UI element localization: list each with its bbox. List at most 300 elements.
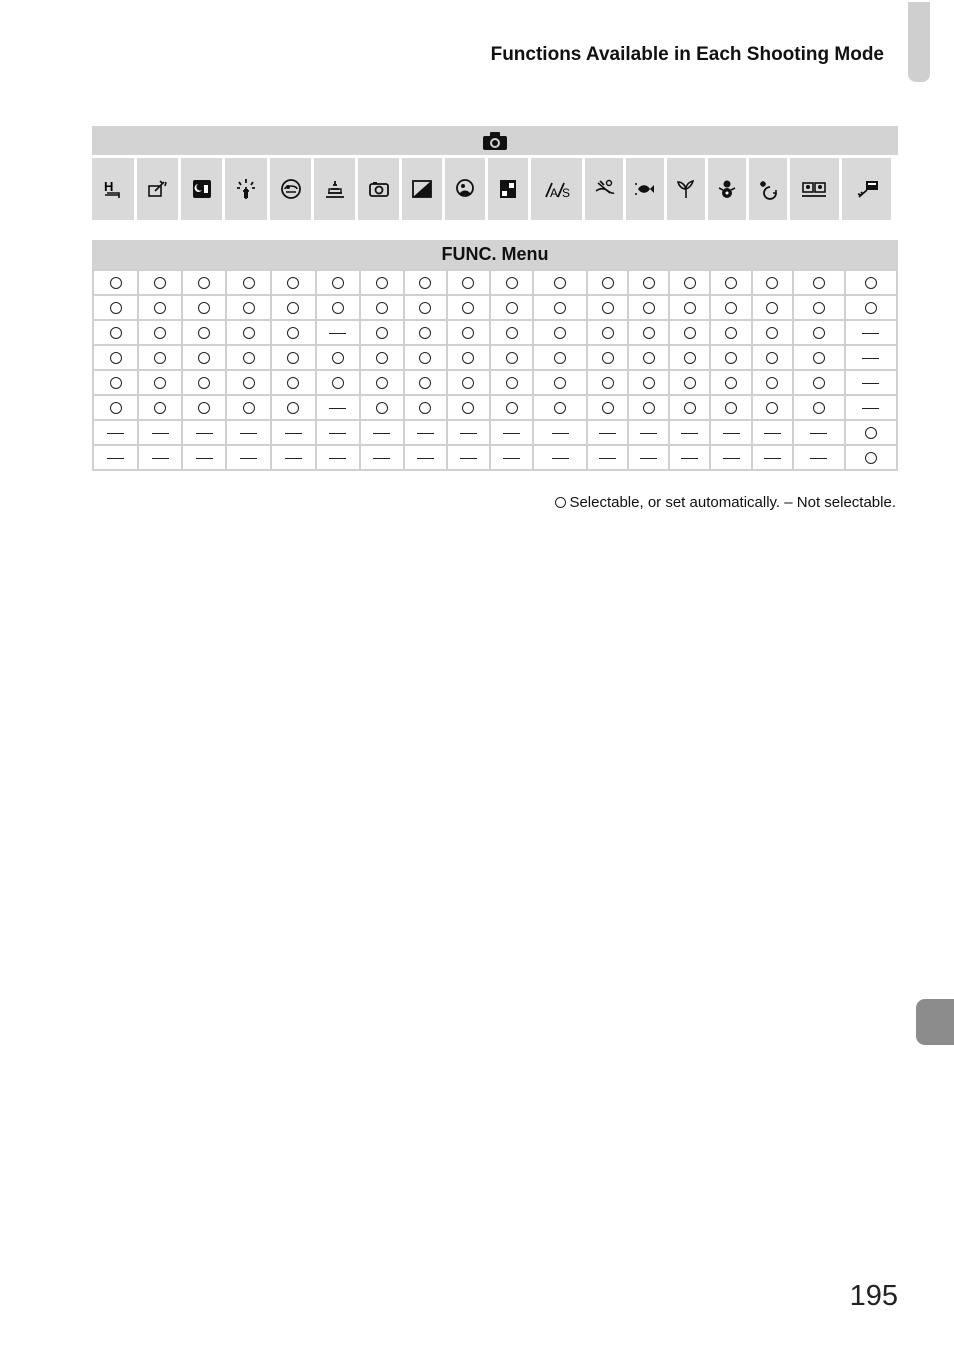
not-selectable-marker: [329, 333, 346, 334]
table-cell: [138, 445, 182, 470]
selectable-marker: [684, 377, 696, 389]
table-cell: [793, 295, 845, 320]
table-cell: [226, 395, 271, 420]
table-row: [93, 445, 897, 470]
selectable-marker: [243, 277, 255, 289]
table-row: [93, 320, 897, 345]
table-cell: [793, 320, 845, 345]
table-cell: [628, 370, 669, 395]
selectable-marker: [287, 302, 299, 314]
table-cell: [752, 420, 793, 445]
selectable-marker: [554, 352, 566, 364]
table-cell: [533, 270, 587, 295]
selectable-marker: [766, 402, 778, 414]
selectable-marker: [813, 377, 825, 389]
table-cell: [271, 445, 315, 470]
selectable-marker: [506, 302, 518, 314]
not-selectable-marker: [329, 458, 346, 459]
selectable-marker: [554, 402, 566, 414]
selectable-marker: [725, 302, 737, 314]
selectable-marker: [243, 352, 255, 364]
table-cell: [93, 320, 138, 345]
table-cell: [226, 320, 271, 345]
selectable-marker: [725, 277, 737, 289]
table-cell: [710, 345, 751, 370]
fish-eye-effect-icon: [279, 177, 303, 201]
not-selectable-marker: [107, 458, 124, 459]
not-selectable-marker: [417, 433, 434, 434]
selectable-marker: [766, 377, 778, 389]
selectable-marker: [110, 377, 122, 389]
table-cell: [845, 420, 897, 445]
table-cell: [710, 320, 751, 345]
not-selectable-marker: [503, 433, 520, 434]
not-selectable-marker: [373, 458, 390, 459]
table-cell: [669, 295, 710, 320]
func-menu-section: [92, 240, 898, 471]
legend-text: Selectable, or set automatically. – Not selectable.: [569, 494, 896, 511]
table-cell: [404, 270, 447, 295]
table-cell: [587, 345, 628, 370]
selectable-marker: [198, 402, 210, 414]
selectable-marker: [419, 327, 431, 339]
table-row: [93, 345, 897, 370]
table-cell: [752, 445, 793, 470]
selectable-marker: [332, 352, 344, 364]
table-cell: [490, 395, 533, 420]
table-cell: [845, 345, 897, 370]
selectable-marker: [376, 377, 388, 389]
snow-icon: [715, 177, 739, 201]
selectable-marker: [243, 402, 255, 414]
not-selectable-marker: [285, 458, 302, 459]
not-selectable-marker: [329, 408, 346, 409]
selectable-marker: [506, 377, 518, 389]
chapter-tab: [916, 999, 954, 1045]
monochrome-icon: [410, 177, 434, 201]
selectable-marker: [554, 327, 566, 339]
table-cell: [404, 420, 447, 445]
selectable-marker: [154, 377, 166, 389]
table-cell: [669, 420, 710, 445]
selectable-marker: [110, 352, 122, 364]
table-row: [93, 270, 897, 295]
table-cell: [793, 345, 845, 370]
selectable-marker: [110, 327, 122, 339]
selectable-marker: [554, 377, 566, 389]
selectable-marker: [684, 277, 696, 289]
table-cell: [271, 395, 315, 420]
table-cell: [138, 295, 182, 320]
table-cell: [587, 270, 628, 295]
table-cell: [447, 370, 490, 395]
table-cell: [138, 320, 182, 345]
table-cell: [490, 345, 533, 370]
beach-icon: [592, 177, 616, 201]
mode-icon-cell: [445, 158, 485, 220]
selectable-marker: [376, 302, 388, 314]
not-selectable-marker: [460, 458, 477, 459]
page-number: 195: [849, 1280, 898, 1312]
selectable-marker: [554, 302, 566, 314]
not-selectable-marker: [152, 458, 169, 459]
selectable-marker: [376, 327, 388, 339]
not-selectable-marker: [152, 433, 169, 434]
table-cell: [138, 345, 182, 370]
selectable-marker: [462, 327, 474, 339]
table-cell: [360, 420, 404, 445]
mode-icon-cell: [225, 158, 267, 220]
selectable-marker: [154, 402, 166, 414]
table-cell: [316, 370, 360, 395]
not-selectable-marker: [681, 433, 698, 434]
selectable-marker: [643, 302, 655, 314]
table-cell: [752, 370, 793, 395]
not-selectable-marker: [764, 458, 781, 459]
table-cell: [360, 295, 404, 320]
table-cell: [628, 420, 669, 445]
camera-header-bar: [92, 126, 898, 155]
selectable-marker: [287, 352, 299, 364]
selectable-marker: [506, 402, 518, 414]
poster-effect-icon: [496, 177, 520, 201]
not-selectable-marker: [373, 433, 390, 434]
table-cell: [93, 270, 138, 295]
table-cell: [752, 320, 793, 345]
selectable-marker: [865, 277, 877, 289]
table-cell: [669, 345, 710, 370]
selectable-marker: [684, 402, 696, 414]
table-cell: [93, 395, 138, 420]
table-cell: [533, 395, 587, 420]
table-cell: [226, 370, 271, 395]
table-cell: [447, 320, 490, 345]
selectable-marker: [332, 377, 344, 389]
table-cell: [316, 270, 360, 295]
table-cell: [587, 395, 628, 420]
selectable-marker: [643, 327, 655, 339]
camera-icon: [482, 131, 508, 151]
table-cell: [447, 345, 490, 370]
not-selectable-marker: [681, 458, 698, 459]
selectable-marker: [766, 352, 778, 364]
mode-icon-cell: [358, 158, 399, 220]
selectable-marker: [813, 277, 825, 289]
table-cell: [182, 420, 226, 445]
selectable-marker: [243, 327, 255, 339]
svg-text:S: S: [561, 186, 570, 200]
mode-icon-cell: [402, 158, 442, 220]
mode-icon-header: [92, 126, 898, 222]
selectable-marker: [813, 402, 825, 414]
not-selectable-marker: [285, 433, 302, 434]
table-cell: [628, 270, 669, 295]
table-cell: [138, 420, 182, 445]
table-cell: [360, 345, 404, 370]
selectable-marker: [198, 277, 210, 289]
not-selectable-marker: [552, 458, 569, 459]
table-cell: [490, 420, 533, 445]
selectable-marker: [766, 327, 778, 339]
selectable-marker: [725, 377, 737, 389]
table-cell: [404, 320, 447, 345]
not-selectable-marker: [640, 458, 657, 459]
func-menu-table: [92, 269, 898, 471]
not-selectable-marker: [552, 433, 569, 434]
not-selectable-marker: [862, 408, 879, 409]
table-row: [93, 420, 897, 445]
selectable-marker: [198, 352, 210, 364]
selectable-marker: [813, 327, 825, 339]
table-cell: [669, 395, 710, 420]
selectable-marker: [506, 277, 518, 289]
selectable-marker: [287, 377, 299, 389]
table-cell: [628, 395, 669, 420]
mode-icon-cell: [790, 158, 839, 220]
selectable-marker: [462, 402, 474, 414]
table-cell: [669, 445, 710, 470]
table-cell: [710, 370, 751, 395]
selectable-marker: [419, 377, 431, 389]
table-cell: [587, 320, 628, 345]
not-selectable-marker: [107, 433, 124, 434]
table-cell: [793, 445, 845, 470]
table-cell: [404, 445, 447, 470]
selectable-marker: [602, 352, 614, 364]
table-cell: [669, 370, 710, 395]
handheld-nightscene-icon: [190, 177, 214, 201]
mode-icon-cell: [708, 158, 746, 220]
not-selectable-marker: [599, 433, 616, 434]
table-cell: [710, 445, 751, 470]
table-cell: [226, 270, 271, 295]
table-cell: [404, 370, 447, 395]
table-cell: [316, 445, 360, 470]
table-cell: [447, 395, 490, 420]
mode-icon-cell: [667, 158, 705, 220]
table-cell: [316, 320, 360, 345]
table-cell: [138, 370, 182, 395]
table-cell: [587, 445, 628, 470]
table-cell: [628, 320, 669, 345]
table-cell: [533, 370, 587, 395]
table-cell: [587, 295, 628, 320]
not-selectable-marker: [417, 458, 434, 459]
selectable-marker: [376, 277, 388, 289]
selectable-marker: [643, 277, 655, 289]
selectable-marker: [376, 352, 388, 364]
table-cell: [490, 295, 533, 320]
selectable-marker: [154, 302, 166, 314]
table-cell: [182, 320, 226, 345]
table-cell: [845, 320, 897, 345]
not-selectable-marker: [196, 433, 213, 434]
table-cell: [93, 420, 138, 445]
selectable-marker: [684, 327, 696, 339]
selectable-marker: [462, 377, 474, 389]
table-cell: [845, 295, 897, 320]
table-cell: [587, 370, 628, 395]
fireworks-icon: [756, 177, 780, 201]
table-cell: [182, 445, 226, 470]
table-cell: [93, 345, 138, 370]
not-selectable-marker: [862, 358, 879, 359]
table-row: [93, 395, 897, 420]
table-cell: [316, 295, 360, 320]
mode-icon-cell: [137, 158, 178, 220]
table-cell: [710, 395, 751, 420]
table-cell: [533, 420, 587, 445]
selectable-marker: [506, 352, 518, 364]
table-cell: [316, 420, 360, 445]
table-cell: [490, 320, 533, 345]
table-cell: [752, 345, 793, 370]
table-cell: [93, 445, 138, 470]
selectable-marker: [725, 327, 737, 339]
table-cell: [710, 295, 751, 320]
svg-text:H: H: [104, 179, 114, 194]
selectable-marker: [766, 277, 778, 289]
not-selectable-marker: [810, 458, 827, 459]
not-selectable-marker: [862, 333, 879, 334]
selectable-marker: [110, 302, 122, 314]
table-cell: [490, 270, 533, 295]
selectable-marker: [243, 302, 255, 314]
table-cell: [490, 445, 533, 470]
table-cell: [138, 395, 182, 420]
selectable-marker: [243, 377, 255, 389]
not-selectable-marker: [640, 433, 657, 434]
table-cell: [182, 295, 226, 320]
selectable-marker: [154, 352, 166, 364]
selectable-marker: [813, 352, 825, 364]
table-cell: [404, 395, 447, 420]
table-cell: [669, 320, 710, 345]
mode-icon-cell: [626, 158, 664, 220]
toy-camera-effect-icon: [367, 177, 391, 201]
table-cell: [793, 395, 845, 420]
selectable-marker: [332, 302, 344, 314]
table-cell: [628, 445, 669, 470]
selectable-marker: [419, 352, 431, 364]
table-cell: [447, 295, 490, 320]
selectable-marker: [865, 302, 877, 314]
table-cell: [752, 270, 793, 295]
not-selectable-marker: [329, 433, 346, 434]
movie-icon: [855, 177, 879, 201]
not-selectable-marker: [196, 458, 213, 459]
selectable-marker: [684, 352, 696, 364]
table-cell: [316, 395, 360, 420]
running-title: Functions Available in Each Shooting Mode: [490, 44, 884, 65]
selectable-marker: [198, 327, 210, 339]
table-cell: [793, 270, 845, 295]
not-selectable-marker: [764, 433, 781, 434]
table-cell: [138, 270, 182, 295]
selectable-marker: [602, 302, 614, 314]
selectable-marker: [462, 352, 474, 364]
table-cell: [271, 420, 315, 445]
selectable-marker: [376, 402, 388, 414]
not-selectable-marker: [503, 458, 520, 459]
table-cell: [271, 345, 315, 370]
selectable-marker: [725, 352, 737, 364]
selectable-marker: [198, 302, 210, 314]
table-cell: [752, 395, 793, 420]
selectable-marker: [154, 327, 166, 339]
selectable-marker: [287, 402, 299, 414]
table-cell: [360, 395, 404, 420]
table-cell: [404, 295, 447, 320]
mode-icon-cell: [92, 158, 134, 220]
table-cell: [226, 295, 271, 320]
table-cell: [628, 345, 669, 370]
selectable-marker: [813, 302, 825, 314]
table-cell: [490, 370, 533, 395]
not-selectable-marker: [240, 433, 257, 434]
low-light-icon: [234, 177, 258, 201]
selectable-marker: [506, 327, 518, 339]
selectable-marker: [602, 327, 614, 339]
not-selectable-marker: [723, 433, 740, 434]
selectable-marker: [725, 402, 737, 414]
table-cell: [271, 270, 315, 295]
selectable-marker: [110, 402, 122, 414]
table-cell: [93, 295, 138, 320]
selectable-marker: [643, 377, 655, 389]
table-cell: [752, 295, 793, 320]
table-cell: [271, 295, 315, 320]
selectable-marker: [602, 277, 614, 289]
table-cell: [628, 295, 669, 320]
table-cell: [360, 370, 404, 395]
underwater-icon: [633, 177, 657, 201]
table-cell: [360, 320, 404, 345]
mode-icon-cell: [842, 158, 891, 220]
table-cell: [447, 270, 490, 295]
selectable-marker: [643, 402, 655, 414]
selectable-marker: [766, 302, 778, 314]
table-cell: [182, 395, 226, 420]
selectable-marker: [462, 302, 474, 314]
not-selectable-marker: [723, 458, 740, 459]
section-tab: [908, 2, 930, 82]
table-cell: [793, 370, 845, 395]
table-cell: [447, 420, 490, 445]
selectable-marker: [419, 402, 431, 414]
table-cell: [845, 445, 897, 470]
not-selectable-marker: [862, 383, 879, 384]
legend: [555, 494, 896, 511]
func-menu-title: FUNC. Menu: [92, 240, 898, 269]
super-vivid-icon: [453, 177, 477, 201]
mode-icon-cell: [531, 158, 582, 220]
table-cell: [669, 270, 710, 295]
selectable-marker: [287, 277, 299, 289]
table-cell: [226, 420, 271, 445]
not-selectable-marker: [810, 433, 827, 434]
table-cell: [360, 445, 404, 470]
table-cell: [182, 370, 226, 395]
table-cell: [182, 345, 226, 370]
foliage-icon: [674, 177, 698, 201]
selectable-marker: [865, 427, 877, 439]
selectable-marker: [198, 377, 210, 389]
table-cell: [360, 270, 404, 295]
selectable-marker: [419, 277, 431, 289]
table-cell: [182, 270, 226, 295]
selectable-marker: [602, 402, 614, 414]
